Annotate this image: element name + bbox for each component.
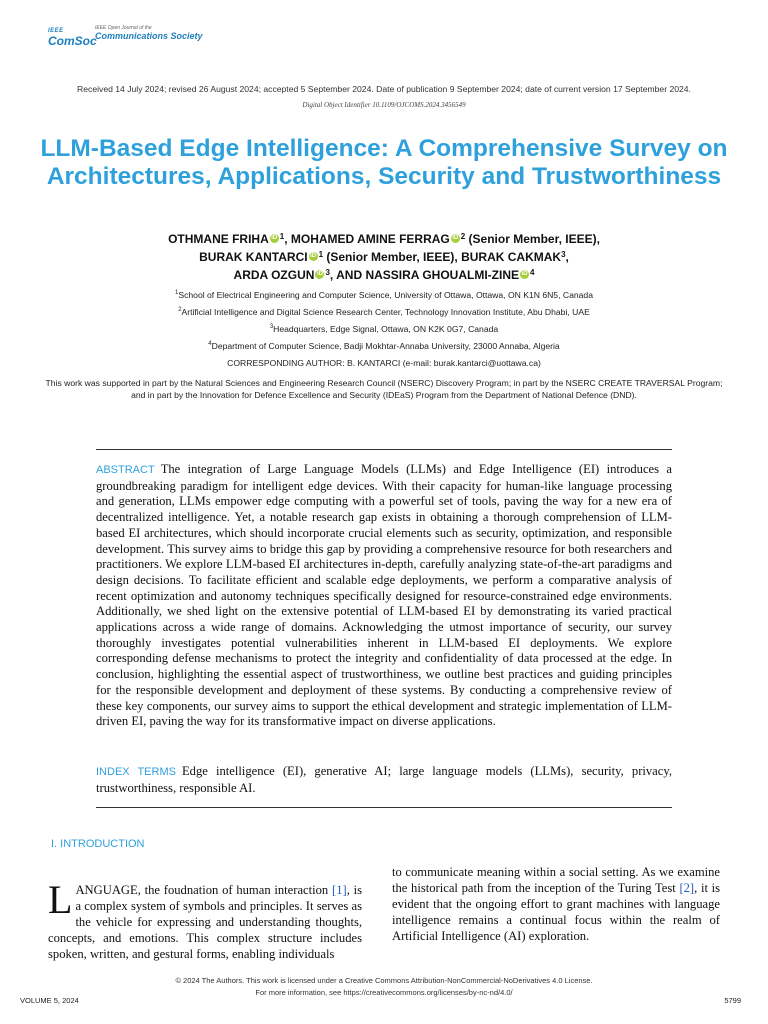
index-terms (96, 764, 672, 796)
funding-note: This work was supported in part by the Natural Sciences and Engineering Research Council (NSERC) Discovery Program; in part by the NSERC CREATE TRAVERSAL Program; and in part by the Innovation for Defence Excellence and Security (IDEaS) Program from the Department of National Defence (DND). (45, 378, 723, 400)
orcid-icon[interactable]: iD (316, 271, 323, 277)
page-number: 5799 (724, 996, 741, 1005)
comsoc-logo-icon: IEEE ComSoc (48, 28, 97, 48)
drop-cap: L (48, 877, 73, 922)
index-terms-text: Edge intelligence (EI), generative AI; large language models (LLMs), security, privacy, trustworthiness, responsible AI. (96, 764, 672, 795)
received-dates: Received 14 July 2024; revised 26 August 2024; accepted 5 September 2024. Date of publication 9 September 2024; date of current version 17 September 2024. (77, 84, 691, 94)
citation-link[interactable]: [2] (679, 881, 695, 895)
paper-title: LLM-Based Edge Intelligence: A Comprehensive Survey on Architectures, Applications, Security and Trustworthiness (40, 135, 728, 190)
journal-name: IEEE Open Journal of the Communications Society (95, 25, 203, 41)
author-name: OTHMANE FRIHA (168, 232, 269, 246)
volume-footer: VOLUME 5, 2024 (20, 996, 79, 1005)
affiliation: $^4$Department of Computer Science, Badji Mokhtar-Annaba University, 23000 Annaba, Algeria (208, 341, 560, 351)
corresponding-author: CORRESPONDING AUTHOR: B. KANTARCI (e-mail: burak.kantarci@uottawa.ca) (227, 358, 541, 368)
abstract-label: ABSTRACT (96, 464, 155, 476)
journal-logo (48, 24, 208, 46)
author-name: , AND NASSIRA GHOUALMI-ZINE (329, 268, 519, 282)
author-list: OTHMANE FRIHA iD $^1$, MOHAMED AMINE FERRAG iD $^2$ (Senior Member, IEEE), BURAK KANTARCI iD $^1$ (Senior Member, IEEE), BURAK CAKMAK$^3$, ARDA OZGUN iD $^3$, AND NASSIRA GHOUALMI-ZINE iD $^4$ (168, 232, 600, 282)
abstract-text: The integration of Large Language Models (LLMs) and Edge Intelligence (EI) introduces a groundbreaking paradigm for intelligent edge devices. With their capacity for human-like language processing and generation, LLMs empower edge computing with a powerful set of tools, paving the way for a new era of decentralized intelligence. Yet, a notable research gap exists in obtaining a thorough comprehension of LLM-based EI architectures, which should incorporate crucial elements such as security, optimization, and responsible development. This survey aims to bridge this gap by providing a comprehensive resource for both researchers and practitioners. We explore LLM-based EI architectures in-depth, carefully analyzing state-of-the-art paradigms and design decisions. To facilitate efficient and scalable edge deployments, we perform a comparative analysis of recent optimization and autonomy techniques specifically designed for resource-constrained edge environments. Additionally, we shed light on the extensive potential of LLM-based EI by demonstrating its varied practical applications across a wide range of domains. Acknowledging the utmost importance of security, our survey thoroughly investigates potential vulnerabilities inherent in LLM-based EI deployments. We explore corresponding defense mechanisms to protect the integrity and confidentiality of data processed at the edge. In conclusion, highlighting the essential aspect of trustworthiness, we outline best practices and guiding principles for the responsible development and deployment of these systems. By conducting a comprehensive review of these key components, our survey aims to support the ethical development and strategic implementation of LLM-driven EI, paving the way for its transformative impact on diverse applications. (96, 462, 672, 729)
divider (96, 807, 672, 808)
orcid-icon[interactable]: iD (271, 235, 278, 241)
affiliation: $^2$Artificial Intelligence and Digital Science Research Center, Technology Innovation Institute, Abu Dhabi, UAE (178, 307, 590, 317)
affiliation: $^3$Headquarters, Edge Signal, Ottawa, ON K2K 0G7, Canada (269, 324, 499, 334)
abstract (96, 462, 672, 730)
intro-column-right: to communicate meaning within a social setting. As we examine the historical path from the inception of the Turing Test [2], it is evident that the ongoing effort to grant machines with language intelligence remains a continual focus within the realm of Artificial Intelligence (AI) exploration. (392, 865, 721, 943)
affiliation: $^1$School of Electrical Engineering and Computer Science, University of Ottawa, Ottawa, ON K1N 6N5, Canada (175, 290, 593, 300)
intro-column-left: LANGUAGE, the foudnation of human interaction [1], is a complex system of symbols and principles. It serves as the vehicle for expressing and understanding thoughts, concepts, and emotions. This complex structure includes spoken, written, and gestural forms, enabling individuals (48, 877, 362, 961)
orcid-icon[interactable]: iD (452, 235, 459, 241)
orcid-icon[interactable]: iD (310, 253, 317, 259)
author-name: ARDA OZGUN (233, 268, 315, 282)
author-name: BURAK KANTARCI (199, 250, 308, 264)
index-terms-label: INDEX TERMS (96, 766, 176, 778)
author-name: , MOHAMED AMINE FERRAG (284, 232, 450, 246)
license-link[interactable]: For more information, see https://creativecommons.org/licenses/by-nc-nd/4.0/ (255, 988, 513, 997)
license-notice: © 2024 The Authors. This work is licensed under a Creative Commons Attribution-NonCommercial-NoDerivatives 4.0 License. For more information, see https://creativecommons.org/licenses/by-nc-nd/4.0/ (20, 975, 748, 999)
citation-link[interactable]: [1] (332, 883, 347, 897)
doi: Digital Object Identifier 10.1109/OJCOMS.2024.3456549 (302, 101, 466, 109)
section-heading: I. INTRODUCTION (51, 838, 145, 850)
divider (96, 449, 672, 450)
orcid-icon[interactable]: iD (521, 271, 528, 277)
